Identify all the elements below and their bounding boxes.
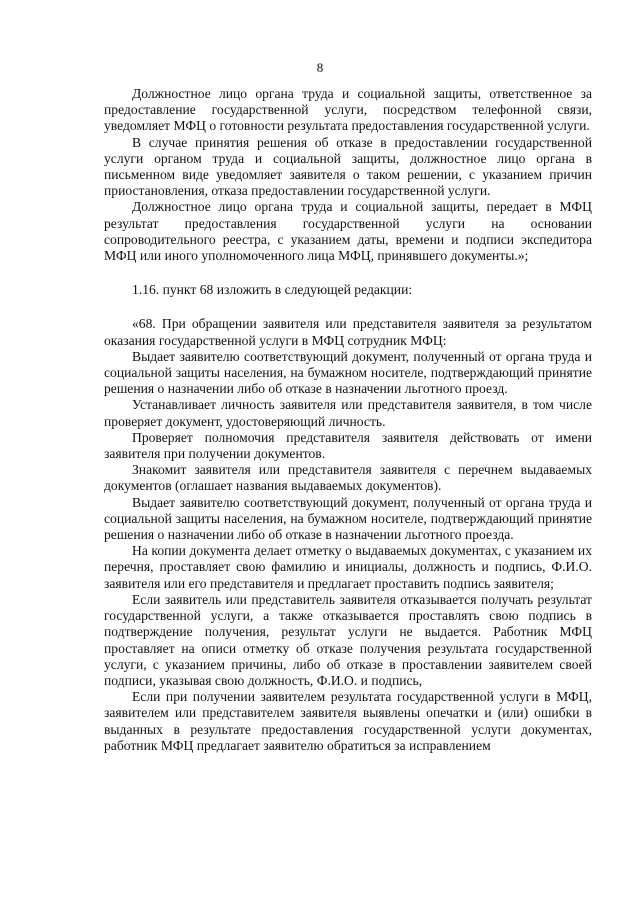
paragraph-transfer-result: Должностное лицо органа труда и социальной защиты, передает в МФЦ результат предоставления государственной услуги на основании сопроводительного реестра, с указанием даты, времени и подписи экспедитора МФЦ или иного уполномоченного лица МФЦ, принявшего документы.»;	[104, 199, 592, 264]
paragraph-issue-document: Выдает заявителю соответствующий документ, полученный от органа труда и социальной защиты населения, на бумажном носителе, подтверждающий принятие решения о назначении либо об отказе в назначении льготного проезд.	[104, 348, 592, 397]
paragraph-list-documents: Знакомит заявителя или представителя заявителя с перечнем выдаваемых документов (оглашает названия выдаваемых документов).	[104, 462, 592, 494]
document-body	[104, 86, 592, 754]
paragraph-applicant-refuses: Если заявитель или представитель заявителя отказывается получать результат государственной услуги, а также отказывается проставлять свою подпись в подтверждение получения, результат услуги не выдается. Работник МФЦ проставляет на описи отметку об отказе получения результата государственной услуги, с указанием причины, либо об отказе в проставлении заявителем своей подписи, указывая свою должность, Ф.И.О. и подпись,	[104, 591, 592, 688]
paragraph-copy-mark: На копии документа делает отметку о выдаваемых документах, с указанием их перечня, проставляет свою фамилию и инициалы, должность и подпись, Ф.И.О. заявителя или его представителя и предлагает проставить подпись заявителя;	[104, 543, 592, 591]
paragraph-issue-document-repeat: Выдает заявителю соответствующий документ, полученный от органа труда и социальной защиты населения, на бумажном носителе, подтверждающий принятие решения о назначении либо об отказе в назначении льготного проезда.	[104, 494, 592, 543]
paragraph-identify-applicant: Устанавливает личность заявителя или представителя заявителя, в том числе проверяет документ, удостоверяющий личность.	[104, 397, 592, 429]
paragraph-notify-mfc: Должностное лицо органа труда и социальной защиты, ответственное за предоставление государственной услуги, посредством телефонной связи, уведомляет МФЦ о готовности результата предоставления государственной услуги.	[104, 86, 592, 134]
paragraph-point-68: «68. При обращении заявителя или представителя заявителя за результатом оказания государственной услуги в МФЦ сотрудник МФЦ:	[104, 316, 592, 348]
paragraph-check-authority: Проверяет полномочия представителя заявителя действовать от имени заявителя при получении документов.	[104, 429, 592, 462]
paragraph-typos-errors: Если при получении заявителем результата государственной услуги в МФЦ, заявителем или представителем заявителя выявлены опечатки и (или) ошибки в выданных в результате предоставления государственной услуги документах, работник МФЦ предлагает заявителю обратиться за исправлением	[104, 689, 592, 753]
paragraph-refusal-decision: В случае принятия решения об отказе в предоставлении государственной услуги органом труда и социальной защиты, должностное лицо органа в письменном виде уведомляет заявителя о таком решении, с указанием причин приостановления, отказа предоставлении государственной услуги.	[104, 134, 592, 199]
paragraph-item-1-16: 1.16. пункт 68 изложить в следующей редакции:	[132, 282, 413, 298]
page-number: 8	[316, 60, 324, 75]
